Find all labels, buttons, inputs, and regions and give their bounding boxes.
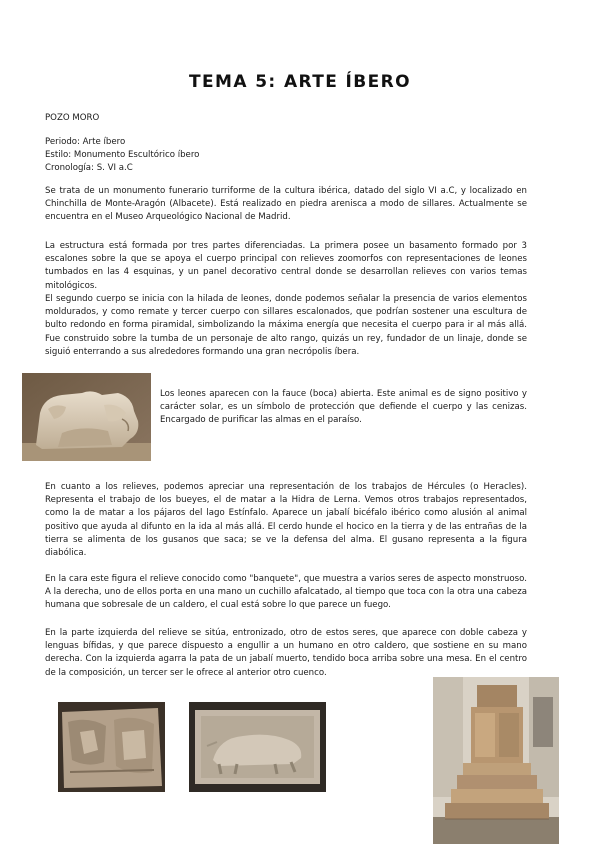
paragraph-banquet: En la cara este figura el relieve conocido como "banquete", que muestra a varios seres de aspecto monstruoso. A la derecha, uno de ellos porta en una mano un cuchillo afalcatado, al tiempo que toca con la otra una cabeza humana que sobresale de un caldero, el cual está sobre lo que parece un fuego. [45,574,527,611]
paragraph-lions: Los leones aparecen con la fauce (boca) abierta. Este animal es de signo positivo y carácter solar, es un símbolo de protección que defiende el cuerpo y las cenizas. Encargado de purificar las almas en el paraíso. [160,389,527,426]
relief-photo-boar [189,702,326,792]
lion-sculpture-image [22,373,151,461]
relief-photo-hunter [58,702,165,792]
paragraph-second-body: El segundo cuerpo se inicia con la hilada de leones, donde podemos señalar la presencia de varios elementos moldurados, y como remate y tercer cuerpo con sillares escalonados, que podrían sostener una escultura de bulto redondo en forma piramidal, simbolizando la máxima energía que necesita el cuerpo para ir al más allá. Fue construido sobre la tumba de un personaje de alto rango, quizás un rey, fundador de un linaje, donde se siguió enterrando a sus alrededores formando una gran necrópolis íbera. [45,294,527,357]
paragraph-structure: La estructura está formada por tres partes diferenciadas. La primera posee un basamento formado por 3 escalones sobre la que se apoya el cuerpo principal con relieves zoomorfos con representaciones de leones tumbados en las 4 esquinas, y un panel decorativo central donde se desarrollan relieves con varios temas mitológicos. [45,241,527,291]
style-line: Estilo: Monumento Escultórico íbero [45,149,200,160]
metadata-block [45,136,199,174]
monument-name: POZO MORO [45,113,100,123]
chronology-line: Cronología: S. VI a.C [45,162,133,173]
period-line: Periodo: Arte íbero [45,137,126,147]
page-title: TEMA 5: ARTE ÍBERO [189,72,411,92]
paragraph-left-relief: En la parte izquierda del relieve se sitúa, entronizado, otro de estos seres, que aparece con doble cabeza y lenguas bífidas, y que parece dispuesto a engullir a un humano en otro caldero, que sostiene en su mano derecha. Con la izquierda agarra la pata de un jabalí muerto, tendido boca arriba sobre una mesa. En el centro de la composición, un tercer ser le ofrece al anterior otro cuenco. [45,628,527,678]
paragraph-reliefs: En cuanto a los relieves, podemos apreciar una representación de los trabajos de Hércules (o Heracles). Representa el trabajo de los bueyes, el de matar a la Hidra de Lerna. Vemos otros trabajos representados, como la de matar a los pájaros del lago Estínfalo. Aparece un jabalí bicéfalo ibérico como alusión al animal positivo que ayuda al difunto en la ida al más allá. El cerdo hunde el hocico en la tierra y de las entrañas de la tierra se alimenta de los gusanos que saca; se ve la defensa del alma. El gusano representa a la figura diabólica. [45,482,527,559]
pozo-moro-monument-photo [433,677,559,844]
paragraph-intro: Se trata de un monumento funerario turriforme de la cultura ibérica, datado del siglo VI a.C, y localizado en Chinchilla de Monte-Aragón (Albacete). Está realizado en piedra arenisca a modo de sillares. Actualmente se encuentra en el Museo Arqueológico Nacional de Madrid. [45,186,527,223]
